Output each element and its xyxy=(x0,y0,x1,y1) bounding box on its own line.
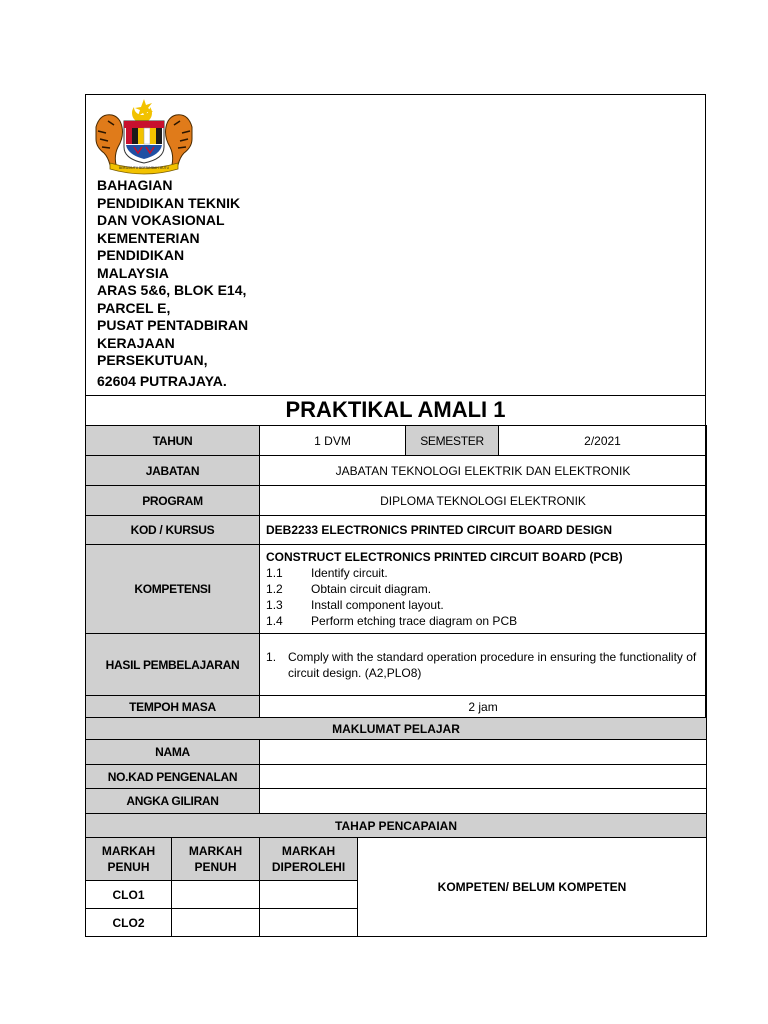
address-line: MALAYSIA xyxy=(97,264,169,281)
clo1-label: CLO1 xyxy=(86,881,172,909)
row-program xyxy=(86,486,707,516)
markah-diperolehi-header: MARKAH DIPEROLEHI xyxy=(260,838,358,881)
row-no-kad-pengenalan xyxy=(86,765,707,789)
row-kod-kursus xyxy=(86,516,707,545)
kompetensi-item-text: Obtain circuit diagram. xyxy=(311,582,432,596)
clo2-label: CLO2 xyxy=(86,909,172,937)
address-line: PENDIDIKAN TEKNIK xyxy=(97,194,241,211)
address-line: KERAJAAN xyxy=(97,334,175,351)
program-label: PROGRAM xyxy=(86,486,260,516)
document-frame xyxy=(85,94,706,934)
semester-value: 2/2021 xyxy=(499,426,707,456)
hasil-pembelajaran-label: HASIL PEMBELAJARAN xyxy=(86,634,260,696)
kompetensi-item-text: Identify circuit. xyxy=(311,566,388,580)
kod-kursus-value: DEB2233 ELECTRONICS PRINTED CIRCUIT BOARD DESIGN xyxy=(260,516,707,545)
clo2-markah-diperolehi-field[interactable] xyxy=(260,909,358,937)
row-tahap-pencapaian xyxy=(86,814,707,838)
address-postcode: 62604 PUTRAJAYA. xyxy=(97,372,227,389)
markah-penuh-header: MARKAH PENUH xyxy=(86,838,172,881)
kompetensi-item-text: Perform etching trace diagram on PCB xyxy=(311,614,518,628)
tahap-pencapaian-header: TAHAP PENCAPAIAN xyxy=(86,814,707,838)
hasil-text: Comply with the standard operation procedure in ensuring the functionality of circuit design. (A2,PLO8) xyxy=(288,649,697,680)
clo2-markah-penuh-field[interactable] xyxy=(172,909,260,937)
jabatan-value: JABATAN TEKNOLOGI ELEKTRIK DAN ELEKTRONIK xyxy=(260,456,707,486)
kompetensi-item-text: Install component layout. xyxy=(311,598,444,612)
kompetensi-item xyxy=(266,565,706,581)
address-line: DAN VOKASIONAL xyxy=(97,212,225,228)
hasil-pembelajaran-value xyxy=(260,634,707,696)
row-markah-headers xyxy=(86,838,707,881)
angka-giliran-field[interactable] xyxy=(260,789,707,814)
tahun-value: 1 DVM xyxy=(260,426,406,456)
document-title: PRAKTIKAL AMALI 1 xyxy=(285,397,506,422)
address-line: PENDIDIKAN xyxy=(97,247,185,263)
practical-form-table xyxy=(85,425,707,937)
kompetensi-item-number: 1.2 xyxy=(266,582,283,596)
tahun-label: TAHUN xyxy=(86,426,260,456)
kompetensi-title: CONSTRUCT ELECTRONICS PRINTED CIRCUIT BOARD (PCB) xyxy=(266,550,623,564)
address-line: PERSEKUTUAN, xyxy=(97,352,208,368)
address-line: BAHAGIAN xyxy=(97,177,173,193)
kompetensi-item xyxy=(266,581,706,597)
row-angka-giliran xyxy=(86,789,707,814)
kompetensi-value xyxy=(260,545,707,634)
kompetensi-item-number: 1.3 xyxy=(266,598,283,612)
kompetensi-item-number: 1.4 xyxy=(266,614,283,628)
clo1-markah-penuh-field[interactable] xyxy=(172,881,260,909)
ministry-address xyxy=(97,177,397,390)
maklumat-pelajar-header: MAKLUMAT PELAJAR xyxy=(86,718,707,740)
clo1-markah-diperolehi-field[interactable] xyxy=(260,881,358,909)
angka-giliran-label: ANGKA GILIRAN xyxy=(86,789,260,814)
jabatan-label: JABATAN xyxy=(86,456,260,486)
nama-field[interactable] xyxy=(260,740,707,765)
malaysia-coat-of-arms-icon xyxy=(90,97,198,175)
row-kompetensi xyxy=(86,545,707,634)
markah-penuh-header: MARKAH PENUH xyxy=(172,838,260,881)
row-hasil-pembelajaran xyxy=(86,634,707,696)
tempoh-masa-label: TEMPOH MASA xyxy=(86,696,260,718)
address-line: PUSAT PENTADBIRAN xyxy=(97,317,249,333)
crest-motto: BERSEKUTU BERTAMBAH MUTU xyxy=(118,166,170,170)
kod-kursus-label: KOD / KURSUS xyxy=(86,516,260,545)
kompetensi-item xyxy=(266,597,706,613)
row-nama xyxy=(86,740,707,765)
document-header xyxy=(86,95,705,396)
program-value: DIPLOMA TEKNOLOGI ELEKTRONIK xyxy=(260,486,707,516)
hasil-number: 1. xyxy=(266,649,277,664)
row-maklumat-pelajar xyxy=(86,718,707,740)
kompetensi-item xyxy=(266,613,706,629)
row-jabatan xyxy=(86,456,707,486)
address-line: KEMENTERIAN xyxy=(97,229,200,246)
tempoh-masa-value: 2 jam xyxy=(260,696,707,718)
nama-label: NAMA xyxy=(86,740,260,765)
kompetensi-label: KOMPETENSI xyxy=(86,545,260,634)
no-kad-pengenalan-label: NO.KAD PENGENALAN xyxy=(86,765,260,789)
row-tahun xyxy=(86,426,707,456)
address-line: ARAS 5&6, BLOK E14, xyxy=(97,282,247,298)
kompetensi-item-number: 1.1 xyxy=(266,566,283,580)
no-kad-pengenalan-field[interactable] xyxy=(260,765,707,789)
semester-label: SEMESTER xyxy=(406,426,499,456)
kompeten-belum-kompeten: KOMPETEN/ BELUM KOMPETEN xyxy=(358,838,707,937)
row-tempoh-masa xyxy=(86,696,707,718)
address-line: PARCEL E, xyxy=(97,299,171,316)
